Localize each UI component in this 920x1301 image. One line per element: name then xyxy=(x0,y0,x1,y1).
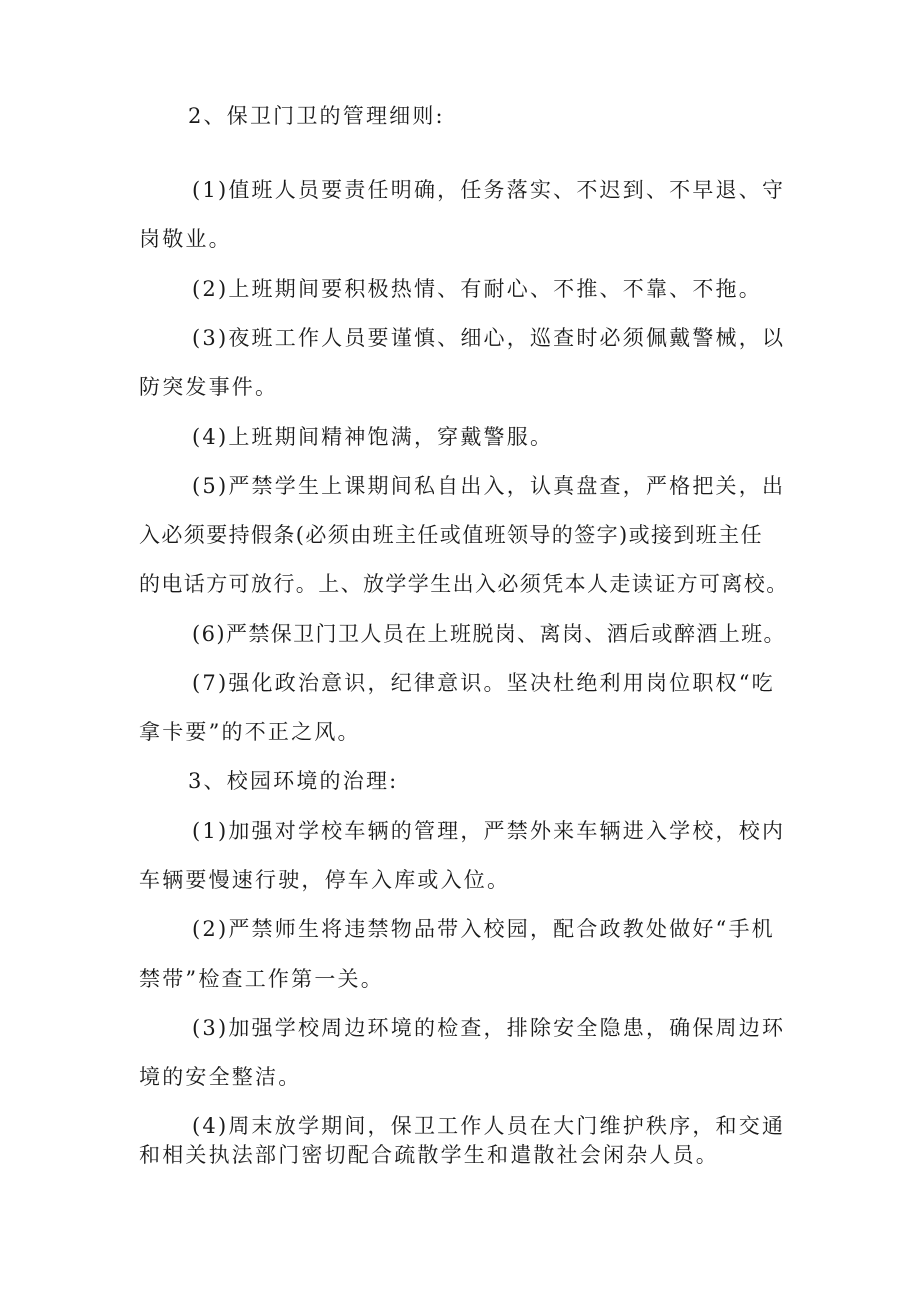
section-2-heading: 2、保卫门卫的管理细则: xyxy=(188,104,445,128)
s3-item-3-line-1: (3)加强学校周边环境的检查，排除安全隐患，确保周边环 xyxy=(192,1016,786,1040)
s2-item-7-line-2: 拿卡要”的不正之风。 xyxy=(139,720,361,744)
s2-item-6-line-1: (6)严禁保卫门卫人员在上班脱岗、离岗、酒后或醉酒上班。 xyxy=(192,622,786,646)
s2-item-2-line-1: (2)上班期间要积极热情、有耐心、不推、不靠、不拖。 xyxy=(192,277,762,301)
s3-item-4-line-1: (4)周末放学期间，保卫工作人员在大门维护秩序，和交通 xyxy=(192,1114,786,1138)
s2-item-5-line-2: 入必须要持假条(必须由班主任或值班领导的签字)或接到班主任 xyxy=(139,523,763,547)
s2-item-3-line-1: (3)夜班工作人员要谨慎、细心，巡查时必须佩戴警械，以 xyxy=(192,326,786,350)
s2-item-3-line-2: 防突发事件。 xyxy=(139,375,279,399)
s3-item-1-line-2: 车辆要慢速行驶，停车入库或入位。 xyxy=(139,868,511,892)
s2-item-5-line-1: (5)严禁学生上课期间私自出入，认真盘查，严格把关，出 xyxy=(192,474,786,498)
s3-item-4-line-2: 和相关执法部门密切配合疏散学生和遣散社会闲杂人员。 xyxy=(139,1143,719,1167)
s3-item-2-line-2: 禁带”检查工作第一关。 xyxy=(139,967,384,991)
s2-item-1-line-1: (1)值班人员要责任明确，任务落实、不迟到、不早退、守 xyxy=(192,178,786,202)
s3-item-1-line-1: (1)加强对学校车辆的管理，严禁外来车辆进入学校，校内 xyxy=(192,819,786,843)
s2-item-4-line-1: (4)上班期间精神饱满，穿戴警服。 xyxy=(192,425,554,449)
s3-item-2-line-1: (2)严禁师生将违禁物品带入校园，配合政教处做好“手机 xyxy=(192,917,775,941)
s2-item-1-line-2: 岗敬业。 xyxy=(139,227,232,251)
section-3-heading: 3、校园环境的治理: xyxy=(188,769,399,793)
s2-item-7-line-1: (7)强化政治意识，纪律意识。坚决杜绝利用岗位职权“吃 xyxy=(192,671,775,695)
s3-item-3-line-2: 境的安全整洁。 xyxy=(139,1065,302,1089)
s2-item-5-line-3: 的电话方可放行。上、放学学生出入必须凭本人走读证方可离校。 xyxy=(139,572,789,596)
